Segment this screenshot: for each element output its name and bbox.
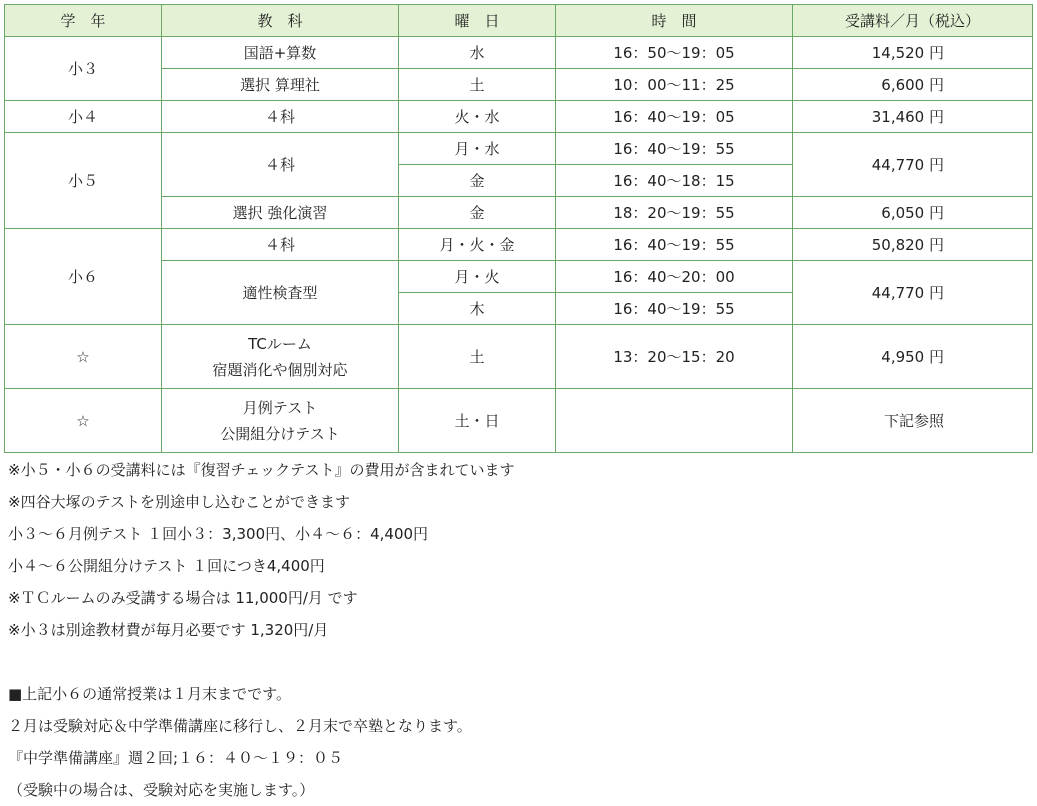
subject-line: 公開組分けテスト bbox=[220, 424, 340, 443]
header-subject: 教 科 bbox=[162, 5, 399, 37]
note-line: ※ＴＣルームのみ受講する場合は 11,000円/月 です bbox=[8, 589, 358, 607]
subject-line: TCルーム bbox=[248, 334, 312, 353]
note-line: ■上記小６の通常授業は１月末までです。 bbox=[8, 685, 291, 703]
fee-cell: 44,770 円 bbox=[793, 261, 1033, 325]
table-row bbox=[5, 389, 1033, 453]
fee-cell: 14,520 円 bbox=[793, 37, 1033, 69]
note-spacer bbox=[8, 646, 515, 678]
table-row bbox=[5, 101, 1033, 133]
subject-line: 宿題消化や個別対応 bbox=[212, 360, 348, 379]
grade-cell: 小６ bbox=[5, 229, 162, 325]
time-cell: 16：40〜19：55 bbox=[556, 293, 793, 325]
table-row bbox=[5, 229, 1033, 261]
day-cell: 火・水 bbox=[399, 101, 556, 133]
header-day: 曜 日 bbox=[399, 5, 556, 37]
fee-table bbox=[4, 4, 1033, 453]
day-cell: 木 bbox=[399, 293, 556, 325]
fee-cell: 6,600 円 bbox=[793, 69, 1033, 101]
time-cell: 16：40〜20：00 bbox=[556, 261, 793, 293]
time-cell: 13：20〜15：20 bbox=[556, 325, 793, 389]
day-cell: 金 bbox=[399, 165, 556, 197]
day-cell: 金 bbox=[399, 197, 556, 229]
day-cell: 水 bbox=[399, 37, 556, 69]
day-cell: 月・火 bbox=[399, 261, 556, 293]
subject-cell: 選択 算理社 bbox=[162, 69, 399, 101]
fee-cell: 44,770 円 bbox=[793, 133, 1033, 197]
grade-cell: 小５ bbox=[5, 133, 162, 229]
note-line: ２月は受験対応＆中学準備講座に移行し、２月末で卒塾となります。 bbox=[8, 717, 472, 735]
note-line: （受験中の場合は、受験対応を実施します。） bbox=[8, 781, 315, 799]
day-cell: 土 bbox=[399, 69, 556, 101]
subject-cell bbox=[162, 389, 399, 453]
subject-cell: 国語+算数 bbox=[162, 37, 399, 69]
fee-cell: 6,050 円 bbox=[793, 197, 1033, 229]
note-line: ※四谷大塚のテストを別途申し込むことができます bbox=[8, 493, 350, 511]
grade-cell: ☆ bbox=[5, 325, 162, 389]
subject-cell bbox=[162, 325, 399, 389]
subject-cell: ４科 bbox=[162, 133, 399, 197]
note-line: 小３〜６月例テスト １回小３：3,300円、小４〜６：4,400円 bbox=[8, 525, 429, 543]
time-cell: 16：40〜19：55 bbox=[556, 229, 793, 261]
header-grade: 学 年 bbox=[5, 5, 162, 37]
note-line: ※小５・小６の受講料には『復習チェックテスト』の費用が含まれています bbox=[8, 461, 515, 479]
subject-cell: 選択 強化演習 bbox=[162, 197, 399, 229]
subject-line: 月例テスト bbox=[242, 398, 318, 417]
day-cell: 月・水 bbox=[399, 133, 556, 165]
time-cell: 16：40〜19：55 bbox=[556, 133, 793, 165]
day-cell: 土・日 bbox=[399, 389, 556, 453]
subject-cell: ４科 bbox=[162, 101, 399, 133]
table-row bbox=[5, 325, 1033, 389]
table-row bbox=[5, 133, 1033, 165]
table-header-row bbox=[5, 5, 1033, 37]
time-cell: 16：40〜18：15 bbox=[556, 165, 793, 197]
time-cell: 16：40〜19：05 bbox=[556, 101, 793, 133]
grade-cell: 小３ bbox=[5, 37, 162, 101]
header-fee: 受講料／月（税込） bbox=[793, 5, 1033, 37]
grade-cell: ☆ bbox=[5, 389, 162, 453]
note-line: 小４〜６公開組分けテスト １回につき4,400円 bbox=[8, 557, 325, 575]
time-cell: 16：50〜19：05 bbox=[556, 37, 793, 69]
time-cell: 10：00〜11：25 bbox=[556, 69, 793, 101]
fee-cell: 50,820 円 bbox=[793, 229, 1033, 261]
time-cell: 18：20〜19：55 bbox=[556, 197, 793, 229]
subject-cell: 適性検査型 bbox=[162, 261, 399, 325]
grade-cell: 小４ bbox=[5, 101, 162, 133]
note-line: 『中学準備講座』週２回;１６：４０〜１９：０５ bbox=[8, 749, 344, 767]
fee-cell: 31,460 円 bbox=[793, 101, 1033, 133]
notes-section bbox=[8, 454, 515, 806]
day-cell: 月・火・金 bbox=[399, 229, 556, 261]
table-row bbox=[5, 37, 1033, 69]
subject-cell: ４科 bbox=[162, 229, 399, 261]
header-time: 時 間 bbox=[556, 5, 793, 37]
fee-cell: 下記参照 bbox=[793, 389, 1033, 453]
day-cell: 土 bbox=[399, 325, 556, 389]
time-cell bbox=[556, 389, 793, 453]
fee-cell: 4,950 円 bbox=[793, 325, 1033, 389]
note-line: ※小３は別途教材費が毎月必要です 1,320円/月 bbox=[8, 621, 329, 639]
